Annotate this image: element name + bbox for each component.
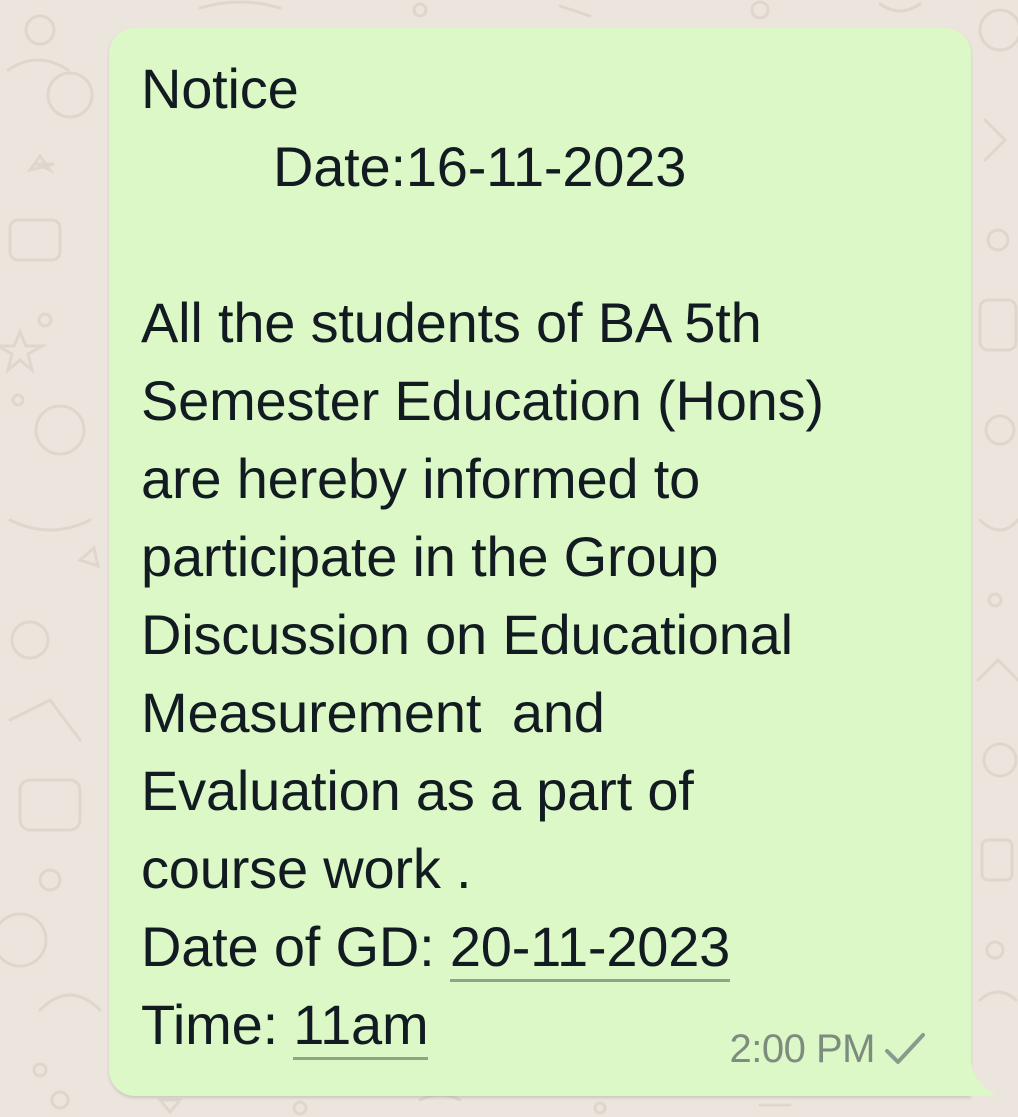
- body-line: participate in the Group: [141, 525, 719, 588]
- body-line: are hereby informed to: [141, 447, 701, 510]
- body-line: course work .: [141, 837, 472, 900]
- bubble-tail: [960, 1062, 1000, 1096]
- message-timestamp: 2:00 PM: [729, 1027, 875, 1071]
- body-line: Measurement and: [141, 681, 605, 744]
- message-text: [141, 50, 941, 1064]
- blank-line: [141, 206, 941, 284]
- message-title: Notice: [141, 57, 299, 120]
- gd-date-link[interactable]: 20-11-2023: [450, 915, 730, 982]
- single-check-icon: [883, 1029, 927, 1069]
- message-meta: [730, 1026, 927, 1072]
- body-line: Discussion on Educational: [141, 603, 793, 666]
- notice-date: Date:16-11-2023: [273, 135, 687, 198]
- body-line: Evaluation as a part of: [141, 759, 694, 822]
- gd-date-label: Date of GD:: [141, 915, 450, 978]
- time-label: Time:: [141, 993, 294, 1056]
- message-bubble[interactable]: [109, 28, 971, 1096]
- gd-date-row: [141, 908, 941, 986]
- time-link[interactable]: 11am: [293, 993, 428, 1060]
- body-line: All the students of BA 5th: [141, 291, 762, 354]
- body-line: Semester Education (Hons): [141, 369, 824, 432]
